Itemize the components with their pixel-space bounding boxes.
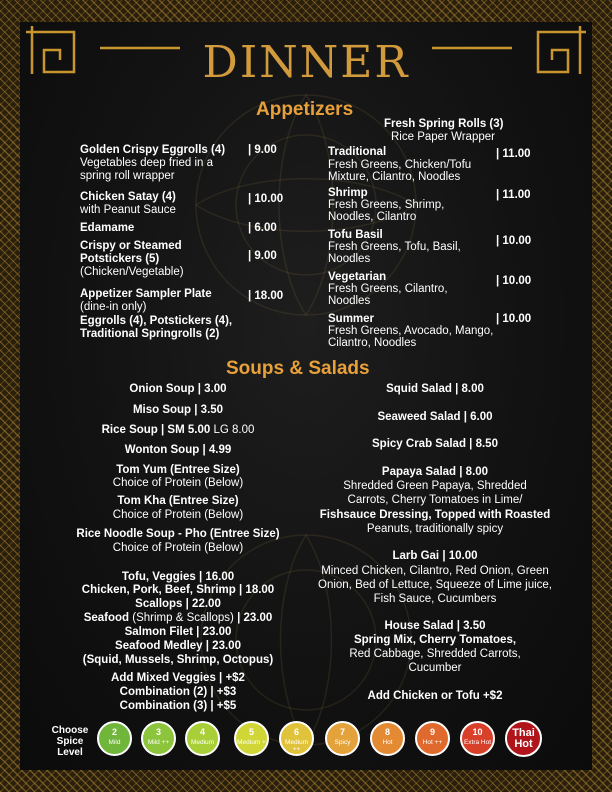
soup-item (48, 424, 308, 437)
salad-desc: Fish Sauce, Cucumbers (373, 593, 497, 605)
protein-option: Chicken, Pork, Beef, Shrimp | 18.00 (81, 584, 275, 596)
appetizer-name: Edamame (80, 222, 135, 234)
spring-roll-desc: Cilantro, Noodles (328, 337, 417, 349)
soup-item: Miso Soup | 3.50 (132, 404, 224, 416)
page-title: DINNER (202, 37, 410, 88)
salad-desc: Red Cabbage, Shredded Carrots, (349, 648, 521, 660)
spice-level-name: Mild ++ (147, 739, 170, 746)
spring-roll-desc: Fresh Greens, Cilantro, (328, 283, 448, 295)
spice-level-number: 8 (384, 727, 390, 737)
salad-item: House Salad | 3.50 (384, 620, 486, 632)
salad-item: Larb Gai | 10.00 (392, 550, 478, 562)
appetizer-name: Chicken Satay (4) (80, 191, 176, 203)
spring-roll-price: | 10.00 (496, 235, 532, 247)
spice-level-option[interactable] (325, 721, 360, 756)
appetizer-name: Appetizer Sampler Plate (80, 288, 212, 300)
spring-roll-desc: Noodles (328, 295, 371, 307)
spice-level-number: 7 (339, 727, 345, 737)
spice-level-name: Extra Hot (463, 739, 492, 746)
spice-label: Choose (51, 725, 89, 736)
soup-price-large: LG 8.00 (210, 424, 255, 436)
spring-roll-name: Tofu Basil (328, 229, 383, 241)
spice-level-name: Hot ++ (422, 739, 443, 746)
spice-label: Spice (56, 736, 84, 747)
salad-desc: Fishsauce Dressing, Topped with Roasted (319, 509, 551, 521)
spring-roll-desc: Fresh Greens, Chicken/Tofu (328, 159, 472, 171)
appetizer-price: | 18.00 (248, 290, 284, 302)
salad-addon: Add Chicken or Tofu +$2 (367, 690, 503, 702)
appetizer-desc: (Chicken/Vegetable) (80, 266, 184, 278)
salad-item: Seaweed Salad | 6.00 (377, 411, 493, 423)
spring-roll-desc: Noodles, Cilantro (328, 211, 417, 223)
soup-item: Wonton Soup | 4.99 (124, 444, 232, 456)
soup-item: Tom Kha (Entree Size) (117, 495, 239, 507)
spice-level-number: 9 (429, 727, 435, 737)
spice-level-name: Hot (382, 739, 393, 746)
protein-name: Seafood (83, 612, 130, 624)
spice-level-name: Medium + (237, 739, 266, 746)
spring-roll-price: | 10.00 (496, 313, 532, 325)
spice-level-option[interactable] (279, 721, 314, 756)
spring-roll-desc: Noodles (328, 253, 371, 265)
appetizer-desc: spring roll wrapper (80, 170, 175, 182)
spice-level-option[interactable] (141, 721, 176, 756)
protein-option (48, 612, 308, 625)
spice-level-name: Medium ++ (284, 739, 309, 753)
spice-level-name: Spicy (334, 739, 351, 746)
spring-rolls-sub: Rice Paper Wrapper (391, 131, 495, 143)
spring-roll-desc: Mixture, Cilantro, Noodles (328, 171, 461, 183)
spring-roll-name: Shrimp (328, 187, 368, 199)
appetizer-name: Potstickers (5) (80, 253, 160, 265)
spring-roll-name: Vegetarian (328, 271, 387, 283)
soup-item: Rice Noodle Soup - Pho (Entree Size) (76, 528, 280, 540)
spice-level-option[interactable] (460, 721, 495, 756)
salad-item: Papaya Salad | 8.00 (381, 466, 489, 478)
spice-level-number: 10 (472, 727, 483, 737)
spring-roll-price: | 10.00 (496, 275, 532, 287)
appetizer-name: Crispy or Steamed (80, 240, 182, 252)
spice-level-number: 2 (111, 727, 117, 737)
spice-level-option[interactable] (185, 721, 220, 756)
addon-option: Add Mixed Veggies | +$2 (111, 672, 245, 684)
spice-level-name: Mild (108, 739, 121, 746)
soup-item: Tom Yum (Entree Size) (116, 464, 240, 476)
protein-desc: (Squid, Mussels, Shrimp, Octopus) (82, 654, 274, 666)
spice-level-number: 3 (155, 727, 161, 737)
protein-desc: (Shrimp & Scallops) (129, 612, 238, 624)
addon-option: Combination (3) | +$5 (119, 700, 237, 712)
protein-option: Salmon Filet | 23.00 (124, 626, 232, 638)
spice-level-number: 5 (248, 727, 254, 737)
spring-rolls-heading: Fresh Spring Rolls (3) (384, 118, 504, 130)
appetizer-desc: with Peanut Sauce (80, 204, 176, 216)
appetizer-price: | 9.00 (248, 250, 277, 262)
spring-roll-desc: Fresh Greens, Avocado, Mango, (328, 325, 494, 337)
spice-label: Level (57, 747, 83, 758)
salad-desc: Onion, Bed of Lettuce, Squeeze of Lime juice, (318, 579, 552, 591)
salad-item: Spicy Crab Salad | 8.50 (372, 438, 498, 450)
spice-level-name: Medium (190, 739, 215, 746)
thai-hot-label: Hot (514, 738, 533, 750)
salad-desc: Carrots, Cherry Tomatoes in Lime/ (347, 494, 523, 506)
soup-item: Onion Soup | 3.00 (129, 383, 227, 395)
salad-desc: Peanuts, traditionally spicy (366, 523, 504, 535)
soup-price-small: Rice Soup | SM 5.00 (101, 424, 211, 436)
salad-desc: Shredded Green Papaya, Shredded (343, 480, 527, 492)
salad-item: Squid Salad | 8.00 (386, 383, 484, 395)
protein-price: | 23.00 (237, 612, 273, 624)
soup-desc: Choice of Protein (Below) (112, 477, 244, 489)
appetizer-price: | 10.00 (248, 193, 284, 205)
thai-hot-label: Thai (512, 727, 535, 739)
appetizer-desc: Traditional Springrolls (2) (80, 328, 220, 340)
spice-level-option[interactable] (415, 721, 450, 756)
spice-level-number: 6 (293, 727, 299, 737)
spring-roll-name: Traditional (328, 146, 387, 158)
soup-desc: Choice of Protein (Below) (112, 542, 244, 554)
spice-level-thai-hot[interactable] (505, 720, 542, 757)
spring-roll-desc: Fresh Greens, Tofu, Basil, (328, 241, 461, 253)
addon-option: Combination (2) | +$3 (119, 686, 237, 698)
salad-desc: Spring Mix, Cherry Tomatoes, (353, 634, 517, 646)
protein-option: Tofu, Veggies | 16.00 (121, 571, 235, 583)
spice-level-option[interactable] (97, 721, 132, 756)
spring-roll-price: | 11.00 (496, 148, 531, 160)
appetizer-price: | 9.00 (248, 144, 277, 156)
protein-option: Seafood Medley | 23.00 (115, 640, 241, 652)
soups-salads-heading: Soups & Salads (226, 358, 370, 379)
spring-roll-name: Summer (328, 313, 375, 325)
protein-option: Scallops | 22.00 (135, 598, 221, 610)
salad-desc: Cucumber (408, 662, 462, 674)
appetizer-desc: Vegetables deep fried in a (80, 157, 213, 169)
salad-desc: Minced Chicken, Cilantro, Red Onion, Green (321, 565, 549, 577)
appetizer-name: Golden Crispy Eggrolls (4) (80, 144, 226, 156)
soup-desc: Choice of Protein (Below) (112, 509, 244, 521)
appetizer-desc: Eggrolls (4), Potstickers (4), (80, 315, 233, 327)
spice-level-option[interactable] (234, 721, 269, 756)
appetizer-desc: (dine-in only) (80, 301, 147, 313)
spring-roll-price: | 11.00 (496, 189, 531, 201)
appetizer-price: | 6.00 (248, 222, 277, 234)
appetizers-heading: Appetizers (256, 99, 354, 120)
spring-roll-desc: Fresh Greens, Shrimp, (328, 199, 445, 211)
spice-level-option[interactable] (370, 721, 405, 756)
spice-level-number: 4 (199, 727, 205, 737)
